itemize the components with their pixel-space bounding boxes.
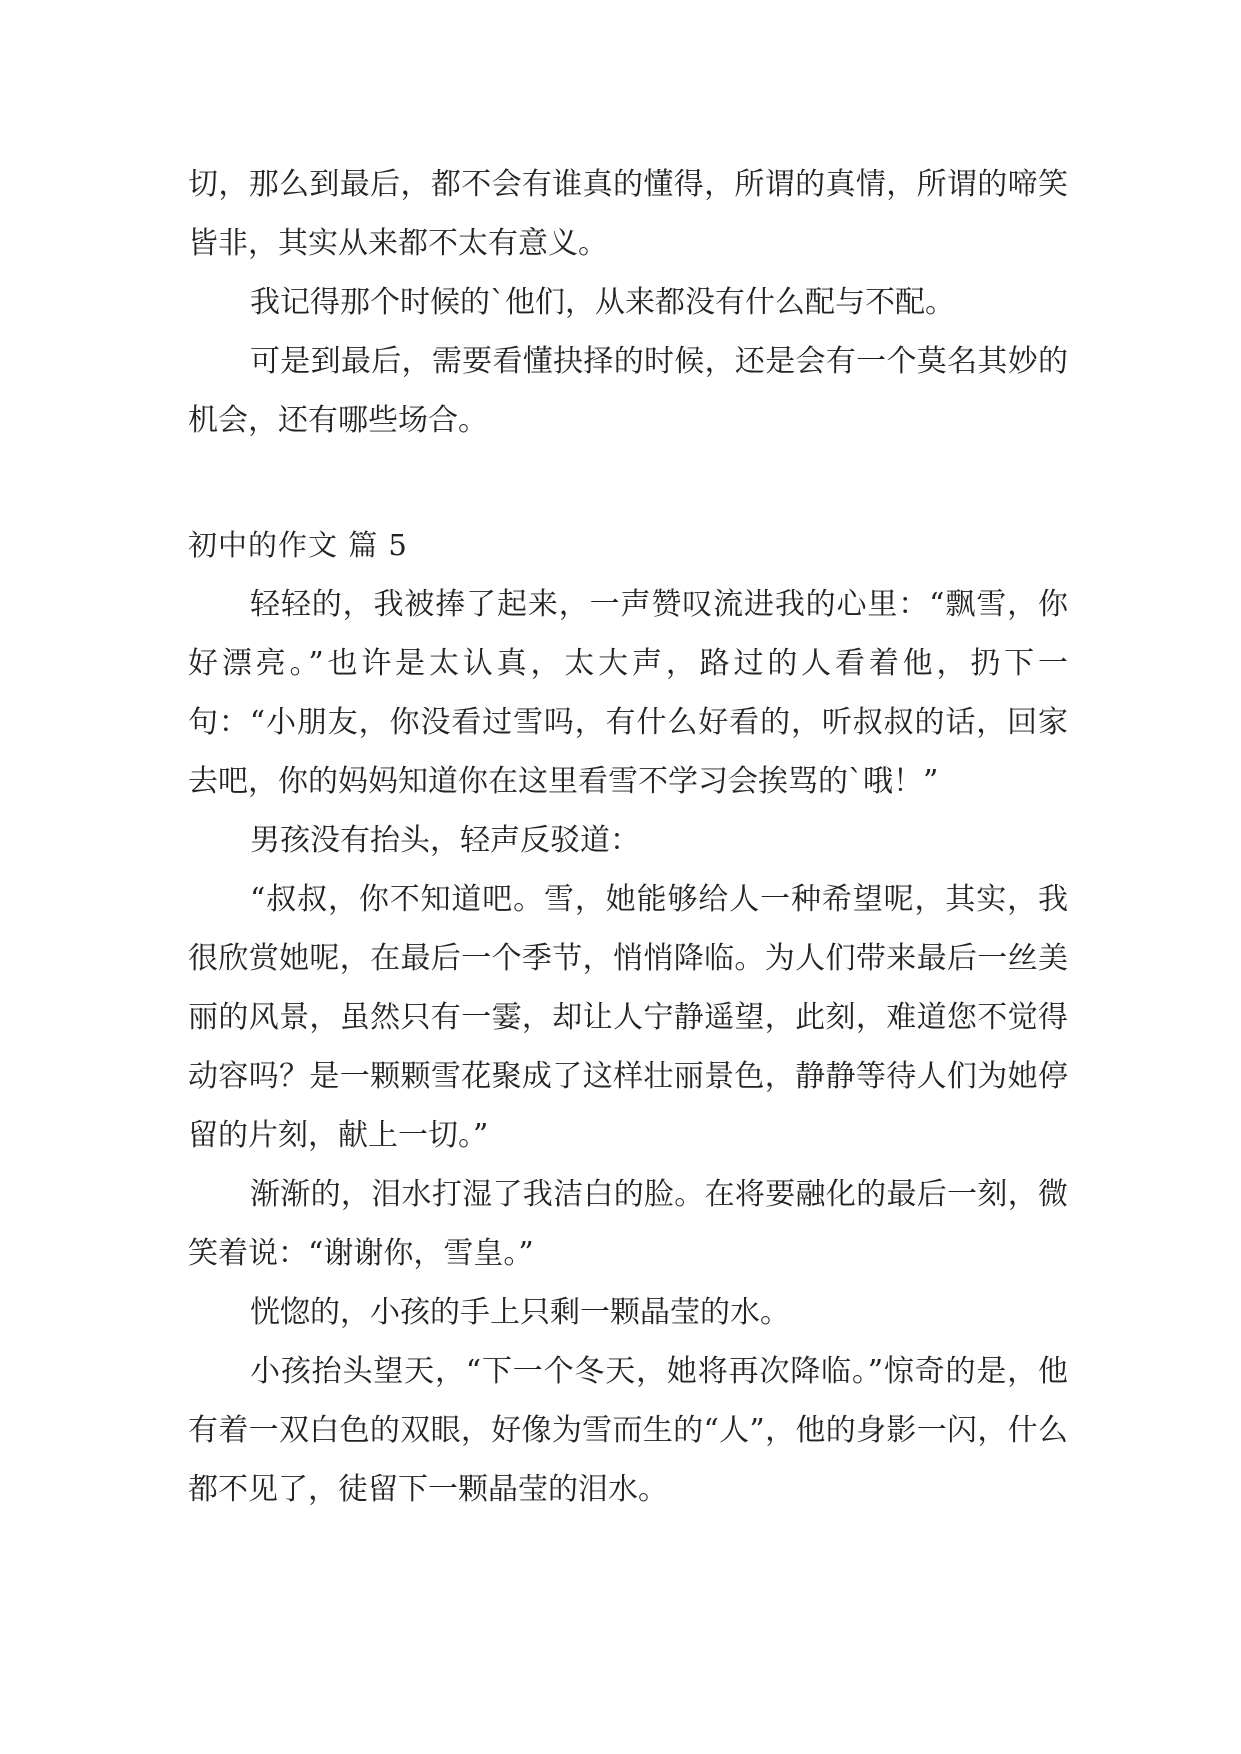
paragraph: 渐渐的，泪水打湿了我洁白的脸。在将要融化的最后一刻，微笑着说：“谢谢你，雪皇。” bbox=[188, 1177, 1068, 1271]
document-page bbox=[188, 155, 1068, 1519]
paragraph: 恍惚的，小孩的手上只剩一颗晶莹的水。 bbox=[250, 1295, 790, 1330]
paragraph-continuation: 切，那么到最后，都不会有谁真的懂得，所谓的真情，所谓的啼笑皆非，其实从来都不太有意义。 bbox=[188, 167, 1068, 261]
paragraph: 男孩没有抬头，轻声反驳道： bbox=[250, 823, 640, 858]
paragraph: 小孩抬头望天，“下一个冬天，她将再次降临。”惊奇的是，他有着一双白色的双眼，好像为雪而生的“人”，他的身影一闪，什么都不见了，徒留下一颗晶莹的泪水。 bbox=[188, 1354, 1068, 1507]
paragraph: “叔叔，你不知道吧。雪，她能够给人一种希望呢，其实，我很欣赏她呢，在最后一个季节，悄悄降临。为人们带来最后一丝美丽的风景，虽然只有一霎，却让人宁静遥望，此刻，难道您不觉得动容吗？是一颗颗雪花聚成了这样壮丽景色，静静等待人们为她停留的片刻，献上一切。” bbox=[188, 882, 1068, 1153]
paragraph: 可是到最后，需要看懂抉择的时候，还是会有一个莫名其妙的机会，还有哪些场合。 bbox=[188, 344, 1068, 438]
paragraph: 轻轻的，我被捧了起来，一声赞叹流进我的心里：“飘雪，你好漂亮。”也许是太认真，太大声，路过的人看着他，扔下一句：“小朋友，你没看过雪吗，有什么好看的，听叔叔的话，回家去吧，你的妈妈知道你在这里看雪不学习会挨骂的`哦！” bbox=[188, 587, 1068, 799]
section-heading: 初中的作文 篇 5 bbox=[188, 528, 408, 562]
paragraph: 我记得那个时候的`他们，从来都没有什么配与不配。 bbox=[250, 285, 955, 320]
